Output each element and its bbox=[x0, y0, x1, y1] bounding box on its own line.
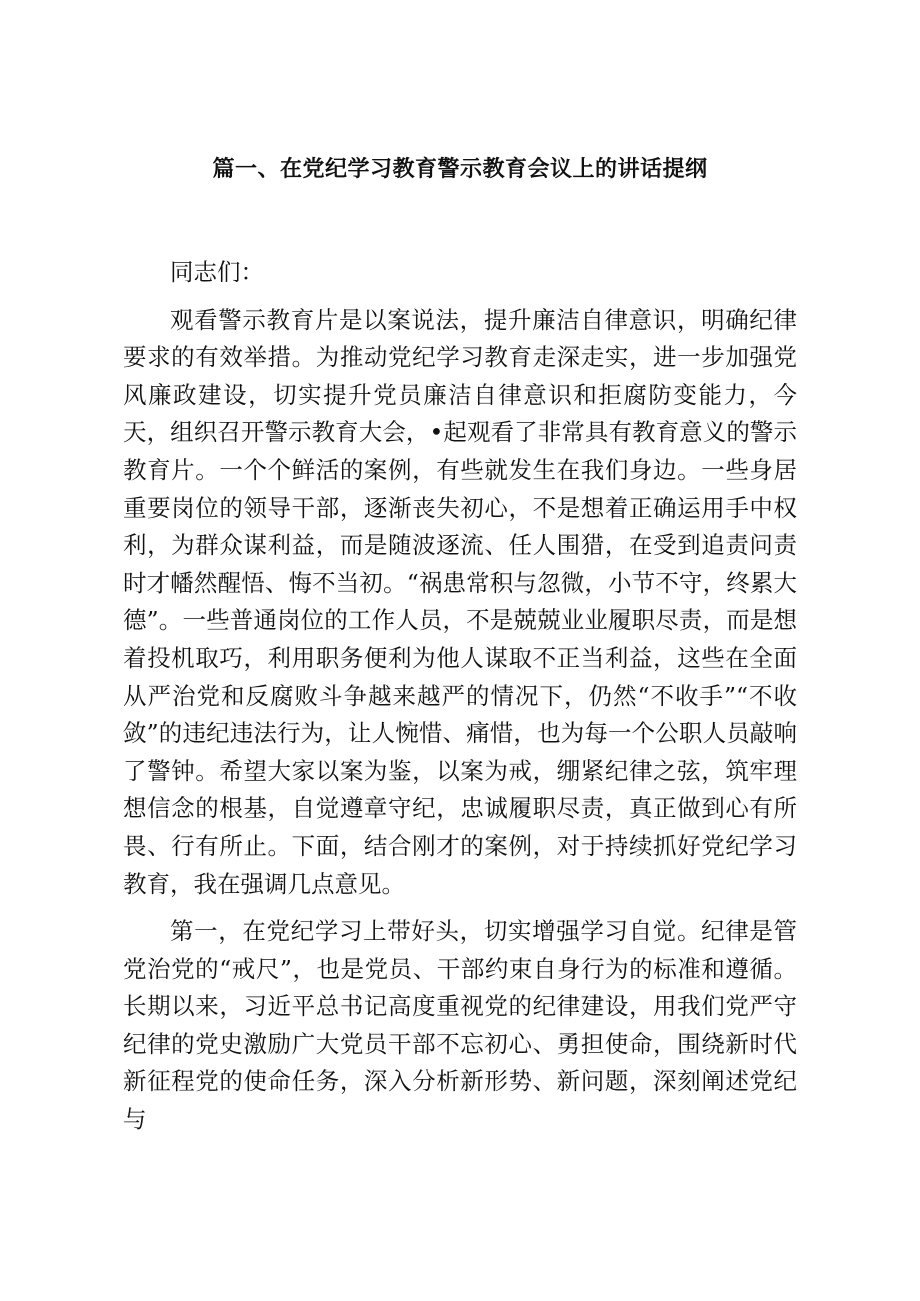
paragraph-2: 第一，在党纪学习上带好头，切实增强学习自觉。纪律是管党治党的“戒尺”，也是党员、干部约束自身行为的标准和遵循。长期以来，习近平总书记高度重视党的纪律建设，用我们党严守纪律的党史激励广大党员干部不忘初心、勇担使命，围绕新时代新征程党的使命任务，深入分析新形势、新问题，深刻阐述党纪与 bbox=[123, 917, 797, 1134]
document-body bbox=[123, 254, 797, 1139]
salutation: 同志们： bbox=[170, 258, 264, 286]
paragraph-1: 观看警示教育片是以案说法，提升廉洁自律意识，明确纪律要求的有效举措。为推动党纪学习教育走深走实，进一步加强党风廉政建设，切实提升党员廉洁自律意识和拒腐防变能力，今天，组织召开警示教育大会，•起观看了非常具有教育意义的警示教育片。一个个鲜活的案例，有些就发生在我们身边。一些身居重要岗位的领导干部，逐渐丧失初心，不是想着正确运用手中权利，为群众谋利益，而是随波逐流、任人围猎，在受到追责问责时才幡然醒悟、悔不当初。“祸患常积与忽微，小节不守，终累大德”。一些普通岗位的工作人员，不是兢兢业业履职尽责，而是想着投机取巧，利用职务便利为他人谋取不正当利益，这些在全面从严治党和反腐败斗争越来越严的情况下，仍然“不收手”“不收敛”的违纪违法行为，让人惋惜、痛惜，也为每一个公职人员敲响了警钟。希望大家以案为鉴，以案为戒，绷紧纪律之弦，筑牢理想信念的根基，自觉遵章守纪，忠诚履职尽责，真正做到心有所畏、行有所止。下面，结合刚才的案例，对于持续抓好党纪学习教育，我在强调几点意见。 bbox=[123, 305, 797, 898]
document-title: 篇一、在党纪学习教育警示教育会议上的讲话提纲 bbox=[212, 157, 708, 182]
